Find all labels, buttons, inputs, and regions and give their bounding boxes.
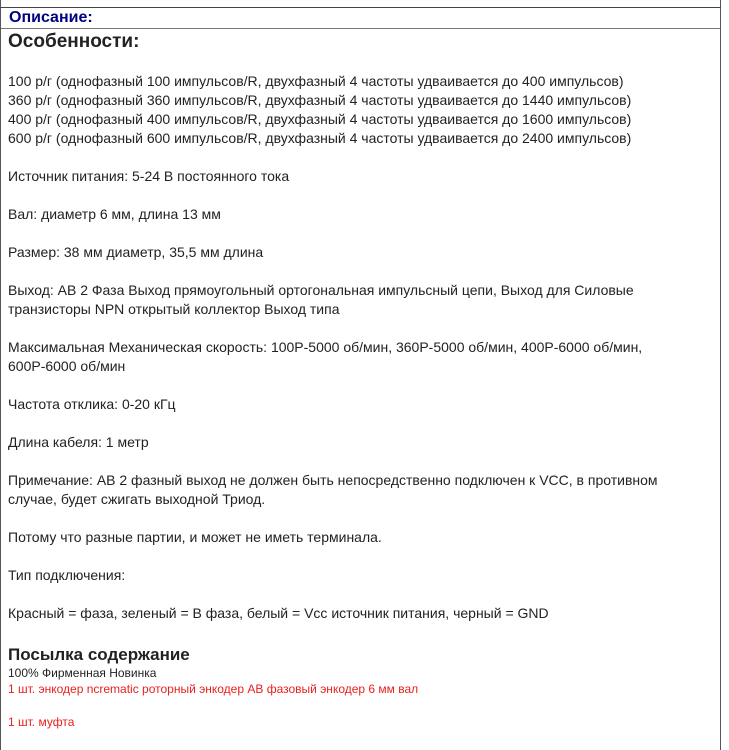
- terminal-note-text: Потому что разные партии, и может не иметь терминала.: [8, 529, 382, 545]
- size-spec: [8, 243, 718, 262]
- response-spec-text: Частота отклика: 0-20 кГц: [8, 396, 176, 412]
- package-item-encoder: 1 шт. энкодер ncrematic роторный энкодер AB фазовый энкодер 6 мм вал: [8, 682, 419, 696]
- resolution-line-100: 100 р/г (однофазный 100 импульсов/R, двухфазный 4 частоты удваивается до 400 импульсов): [8, 73, 624, 89]
- output-spec-line-2: транзисторы NPN открытый коллектор Выход типа: [8, 301, 340, 317]
- note-line-1: Примечание: AB 2 фазный выход не должен быть непосредственно подключен к VCC, в противном: [8, 472, 658, 488]
- connection-type-text: Тип подключения:: [8, 567, 126, 583]
- cable-spec-text: Длина кабеля: 1 метр: [8, 434, 149, 450]
- power-spec: [8, 167, 718, 186]
- note-line-2: случае, будет сжигать выходной Триод.: [8, 491, 266, 507]
- response-spec: [8, 395, 718, 414]
- power-spec-text: Источник питания: 5-24 В постоянного тока: [8, 168, 290, 184]
- speed-spec: [8, 338, 718, 376]
- package-heading: Посылка содержание: [8, 645, 190, 664]
- wiring-spec: [8, 604, 718, 623]
- cable-spec: [8, 433, 718, 452]
- description-label: Описание:: [9, 9, 93, 26]
- resolution-line-360: 360 р/г (однофазный 360 импульсов/R, двухфазный 4 частоты удваивается до 1440 импульсов): [8, 92, 632, 108]
- wiring-spec-text: Красный = фаза, зеленый = B фаза, белый = Vcc источник питания, черный = GND: [8, 605, 549, 621]
- note-spec: [8, 471, 718, 509]
- size-spec-text: Размер: 38 мм диаметр, 35,5 мм длина: [8, 244, 264, 260]
- package-item-coupling: 1 шт. муфта: [8, 715, 75, 729]
- description-content: [8, 30, 718, 730]
- speed-spec-line-1: Максимальная Механическая скорость: 100P-5000 об/мин, 360P-5000 об/мин, 400P-6000 об/мин,: [8, 339, 643, 355]
- terminal-note: [8, 528, 718, 547]
- output-spec-line-1: Выход: AB 2 Фаза Выход прямоугольный ортогональная импульсный цепи, Выход для Силовые: [8, 282, 634, 298]
- shaft-spec: [8, 205, 718, 224]
- resolution-line-400: 400 р/г (однофазный 400 импульсов/R, двухфазный 4 частоты удваивается до 1600 импульсов): [8, 111, 632, 127]
- features-heading: Особенности:: [8, 31, 140, 52]
- output-spec: [8, 281, 718, 319]
- resolution-line-600: 600 р/г (однофазный 600 импульсов/R, двухфазный 4 частоты удваивается до 2400 импульсов): [8, 130, 632, 146]
- speed-spec-line-2: 600P-6000 об/мин: [8, 358, 126, 374]
- shaft-spec-text: Вал: диаметр 6 мм, длина 13 мм: [8, 206, 221, 222]
- resolution-list: [8, 72, 718, 148]
- description-header: [1, 8, 720, 29]
- package-brand-new: 100% Фирменная Новинка: [8, 666, 157, 680]
- connection-type: [8, 566, 718, 585]
